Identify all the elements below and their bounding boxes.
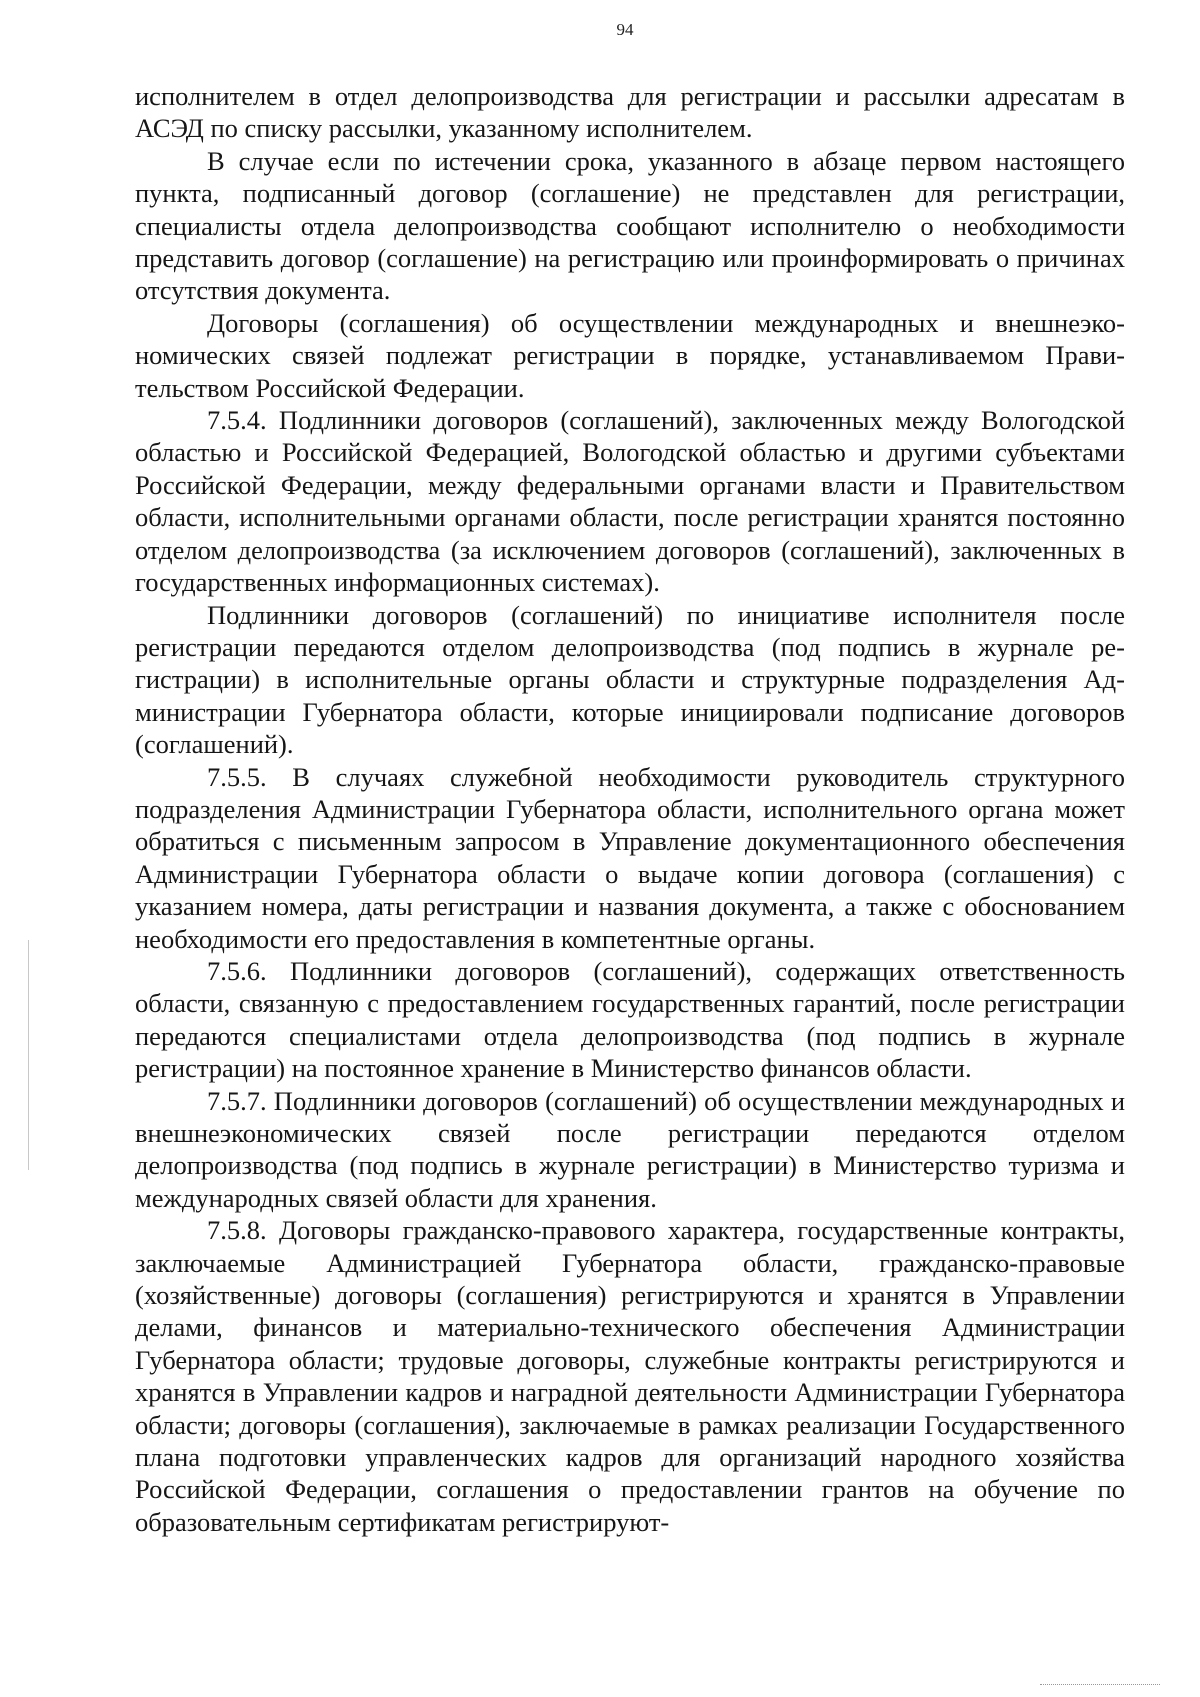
scan-edge-mark xyxy=(28,940,29,1170)
paragraph-originals-transfer: Подлинники договоров (соглашений) по инициативе исполнителя после регистрации передаются отделом делопроизводства (под подпись в журнале регистрации) в исполнительные органы области и структурные подразделения Администрации Губернатора области, которые инициировали подписание договоров (соглашений). xyxy=(135,599,1125,760)
paragraph-7-5-5: 7.5.5. В случаях служебной необходимости руководитель структурного подразделения Администрации Губернатора области, исполнительного органа может обратиться с письменным запросом в Управление документационного обеспечения Администрации Губернатора области о выдаче копии договора (соглашения) с указанием номера, даты регистрации и названия документа, а также с обоснованием необходимости его предоставления в компетентные органы. xyxy=(135,761,1125,954)
scan-corner-mark xyxy=(1040,1684,1160,1691)
paragraph-7-5-8: 7.5.8. Договоры гражданско-правового характера, государственные контракты, заключаемые Администрацией Губернатора области, гражданско-правовые (хозяйственные) договоры (соглашения) регистрируются и хранятся в Управлении делами, финансов и материально-технического обеспечения Администрации Губернатора области; трудовые договоры, служебные контракты регистрируются и хранятся в Управлении кадров и наградной деятельности Администрации Губернатора области; договоры (соглашения), заключаемые в рамках реализации Государственного плана подготовки управленческих кадров для организаций народного хозяйства Российской Федерации, соглашения о предоставлении грантов на обучение по образовательным сертификатам регистрируют- xyxy=(135,1215,1125,1537)
paragraph-7-5-7: 7.5.7. Подлинники договоров (соглашений) об осуществлении международных и внешнеэкономических связей после регистрации передаются отделом делопроизводства (под подпись в журнале регистрации) в Министерство туризма и международных связей области для хранения. xyxy=(135,1085,1125,1213)
paragraph-international-agreements: Договоры (соглашения) об осуществлении международных и внешнеэкономических связей подлежат регистрации в порядке, устанавливаемом Правительством Российской Федерации. xyxy=(135,307,1125,403)
page-number: 94 xyxy=(616,20,634,39)
document-body xyxy=(135,80,1125,1538)
paragraph-deadline-notice: В случае если по истечении срока, указанного в абзаце первом настоящего пункта, подписанный договор (соглашение) не представлен для регистрации, специалисты отдела делопроизводства сообщают исполнителю о необходимости представить договор (соглашение) на регистрацию или проинформировать о причинах отсутствия документа. xyxy=(135,145,1125,306)
paragraph-7-5-4: 7.5.4. Подлинники договоров (соглашений), заключенных между Вологодской областью и Российской Федерацией, Вологодской областью и другими субъектами Российской Федерации, между федеральными органами власти и Правительством области, исполнительными органами области, после регистрации хранятся постоянно отделом делопроизводства (за исключением договоров (соглашений), заключенных в государственных информационных системах). xyxy=(135,405,1125,598)
paragraph-continuation: исполнителем в отдел делопроизводства для регистрации и рассылки адресатам в АСЭД по списку рассылки, указанному исполнителем. xyxy=(135,81,1125,144)
paragraph-7-5-6: 7.5.6. Подлинники договоров (соглашений), содержащих ответственность области, связанную с предоставлением государственных гарантий, после регистрации передаются специалистами отдела делопроизводства (под подпись в журнале регистрации) на постоянное хранение в Министерство финансов области. xyxy=(135,955,1125,1084)
